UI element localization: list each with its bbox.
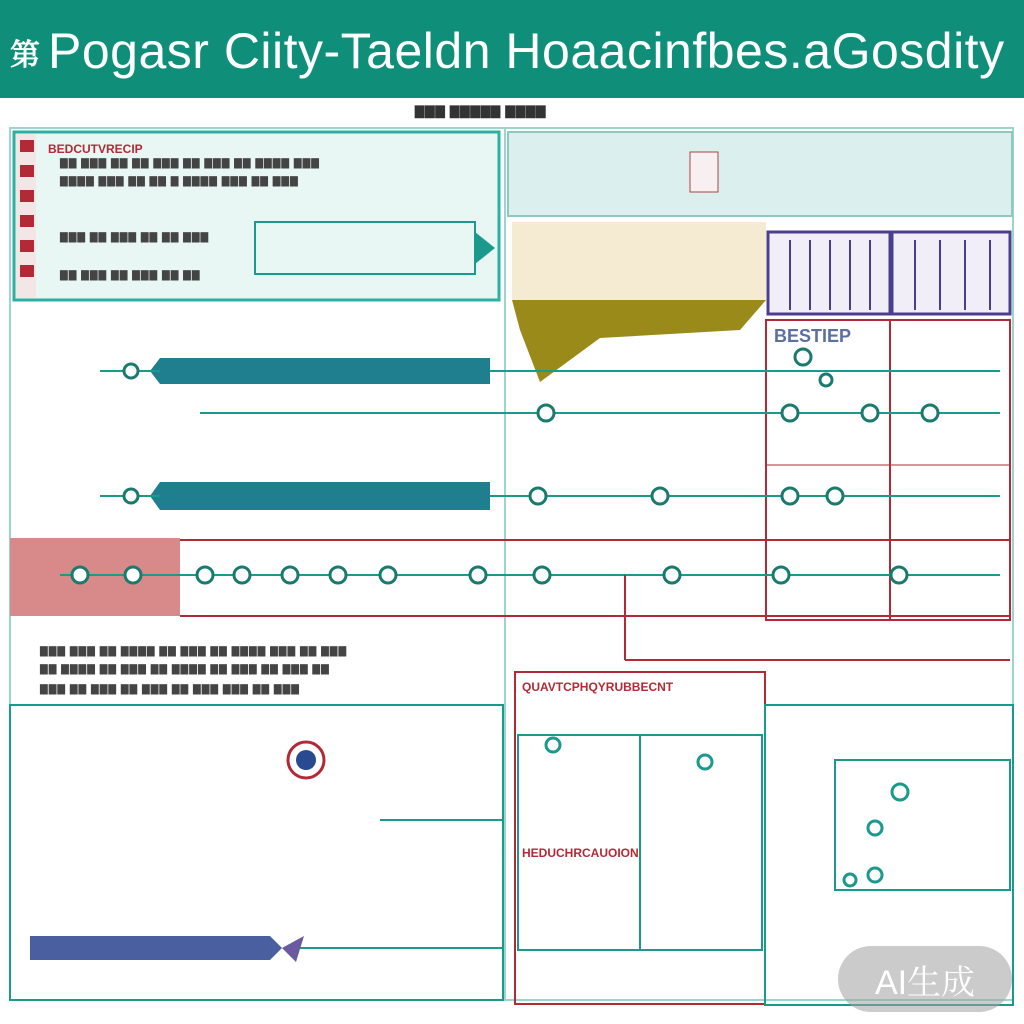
- bottom-heading: QUAVTCPHQYRUBBECNT: [522, 680, 674, 694]
- flow-band-1: [150, 358, 490, 384]
- text-row: ▇▇ ▇▇▇ ▇▇ ▇▇ ▇▇▇ ▇▇ ▇▇▇ ▇▇ ▇▇▇▇ ▇▇▇: [60, 158, 320, 169]
- text-row: ▇▇ ▇▇▇ ▇▇ ▇▇▇ ▇▇ ▇▇: [60, 270, 201, 281]
- top-right-box: [508, 132, 1012, 216]
- page-title: Pogasr Ciity-Taeldn Hoaacinfbes.aGosdity: [48, 23, 1005, 79]
- olive-banner-shape: [512, 300, 766, 382]
- ai-generated-badge: AI生成: [838, 946, 1012, 1012]
- shield-icon: [690, 152, 718, 192]
- olive-banner-top: [512, 222, 766, 300]
- text-row: ▇▇▇ ▇▇ ▇▇▇ ▇▇ ▇▇ ▇▇▇: [60, 232, 210, 243]
- text-row: ▇▇ ▇▇▇▇ ▇▇ ▇▇▇ ▇▇ ▇▇▇▇ ▇▇ ▇▇▇ ▇▇ ▇▇▇ ▇▇: [40, 664, 330, 675]
- text-row: ▇▇▇ ▇▇▇ ▇▇ ▇▇▇▇ ▇▇ ▇▇▇ ▇▇ ▇▇▇▇ ▇▇▇ ▇▇ ▇▇▇: [40, 646, 348, 657]
- pink-band: [10, 538, 180, 616]
- text-row: ▇▇▇▇ ▇▇▇ ▇▇ ▇▇ ▇ ▇▇▇▇ ▇▇▇ ▇▇ ▇▇▇: [60, 176, 299, 187]
- bottom-purple-band: [30, 936, 282, 960]
- text-row: ▇▇▇ ▇▇ ▇▇▇ ▇▇ ▇▇▇ ▇▇ ▇▇▇ ▇▇▇ ▇▇ ▇▇▇: [40, 684, 300, 695]
- header-logo-glyph: 第: [10, 39, 40, 72]
- top-left-heading: BEDCUTVRECIP: [48, 142, 143, 156]
- subtitle: ▇▇▇ ▇▇▇▇▇ ▇▇▇▇: [415, 104, 547, 118]
- mid-heading: HEDUCHRCAUOION: [522, 846, 639, 860]
- right-heading: BESTIEP: [774, 326, 852, 346]
- purple-grid-box-2: [892, 232, 1010, 314]
- flow-band-2: [150, 482, 490, 510]
